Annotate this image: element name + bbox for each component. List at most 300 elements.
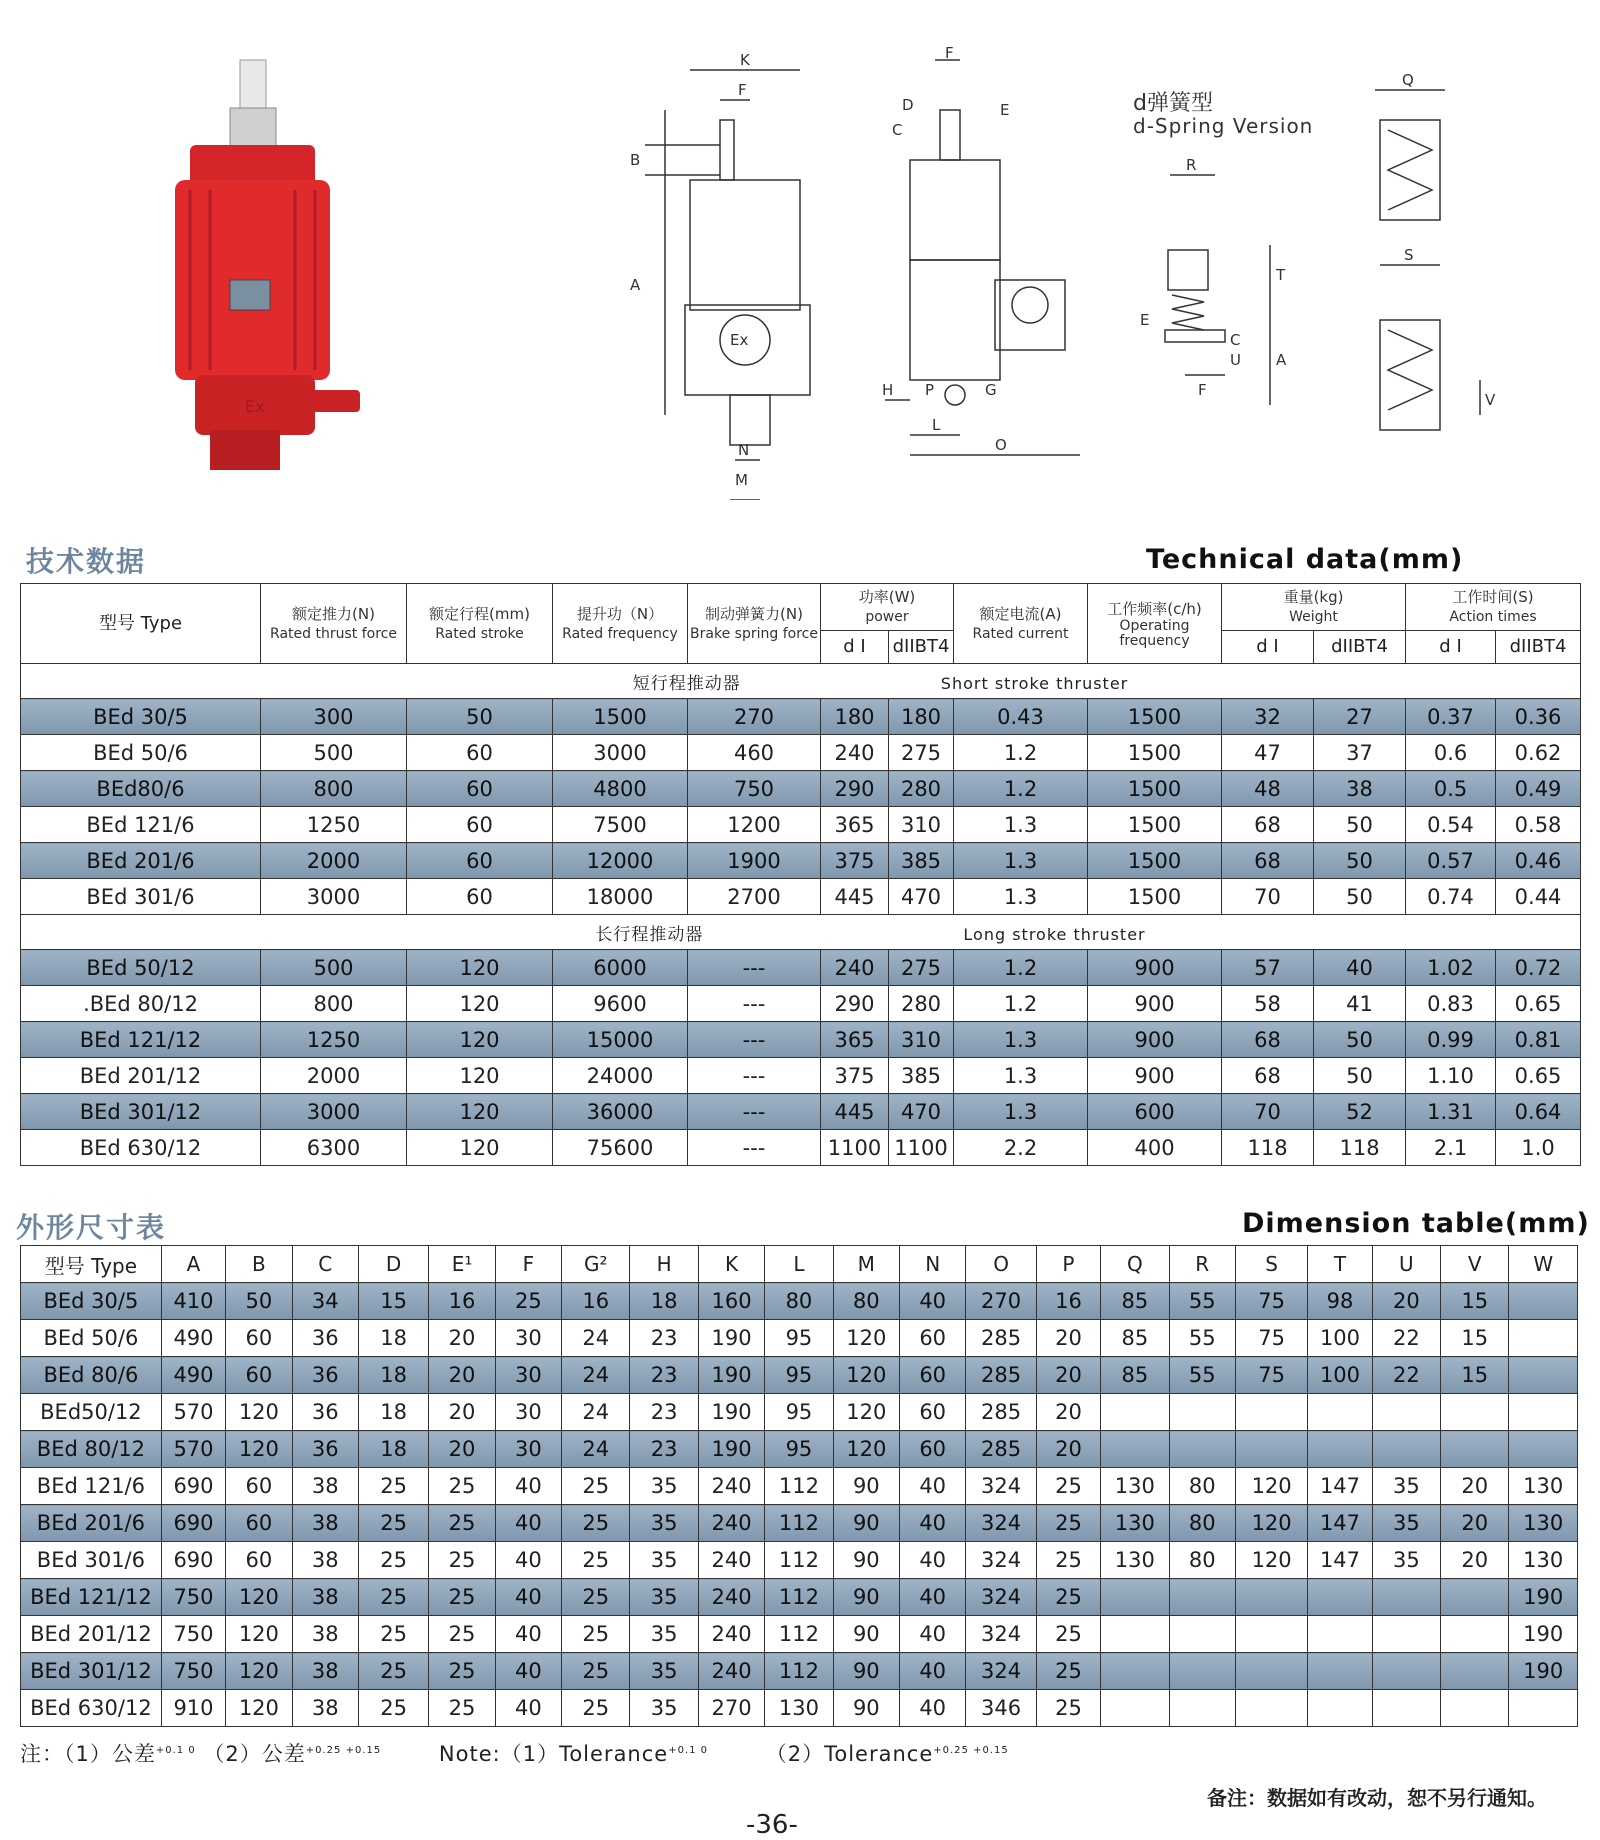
value-cell: 0.44: [1496, 879, 1581, 915]
value-cell: 18: [630, 1283, 698, 1320]
value-cell: 1.2: [954, 950, 1088, 986]
value-cell: [1509, 1394, 1578, 1431]
value-cell: 0.43: [954, 699, 1088, 735]
value-cell: 40: [900, 1283, 966, 1320]
svg-text:Ex: Ex: [730, 331, 749, 349]
value-cell: [1308, 1431, 1372, 1468]
product-illustrations: [0, 0, 1600, 520]
value-cell: 120: [407, 1022, 553, 1058]
note-cn2: （2）公差: [203, 1742, 306, 1766]
value-cell: 9600: [553, 986, 688, 1022]
dim-row: [21, 1320, 1578, 1357]
svg-text:V: V: [1485, 391, 1496, 409]
col-thrust: 额定推力(N) Rated thrust force: [261, 584, 407, 664]
value-cell: 35: [630, 1579, 698, 1616]
value-cell: 20: [1441, 1468, 1509, 1505]
svg-text:A: A: [630, 276, 641, 294]
note-en-tol2: +0.25 +0.15: [933, 1745, 1009, 1756]
col-power: 功率(W) power: [821, 584, 954, 631]
value-cell: [1235, 1653, 1307, 1690]
value-cell: 324: [966, 1468, 1036, 1505]
value-cell: 24: [562, 1394, 630, 1431]
value-cell: 500: [261, 950, 407, 986]
value-cell: [1169, 1690, 1235, 1727]
value-cell: 25: [1036, 1579, 1100, 1616]
value-cell: 90: [833, 1579, 899, 1616]
col-type: 型号 Type: [21, 584, 261, 664]
value-cell: 25: [495, 1283, 561, 1320]
value-cell: 18: [358, 1357, 428, 1394]
note-en2: （2）Tolerance: [765, 1742, 934, 1766]
value-cell: 40: [900, 1690, 966, 1727]
value-cell: 25: [358, 1616, 428, 1653]
model-cell: .BEd 80/12: [21, 986, 261, 1022]
value-cell: 20: [429, 1320, 495, 1357]
value-cell: 324: [966, 1653, 1036, 1690]
thruster-photo: [40, 40, 490, 490]
value-cell: 58: [1222, 986, 1314, 1022]
value-cell: [1441, 1616, 1509, 1653]
value-cell: 570: [161, 1394, 225, 1431]
value-cell: [1308, 1579, 1372, 1616]
value-cell: 36: [292, 1357, 358, 1394]
dim-col-20: V: [1441, 1246, 1509, 1283]
value-cell: 285: [966, 1357, 1036, 1394]
value-cell: 60: [226, 1505, 292, 1542]
value-cell: [1169, 1616, 1235, 1653]
value-cell: 38: [292, 1690, 358, 1727]
value-cell: [1235, 1690, 1307, 1727]
value-cell: 112: [765, 1505, 833, 1542]
dim-row: [21, 1357, 1578, 1394]
model-cell: BEd 201/6: [21, 843, 261, 879]
svg-text:E: E: [1000, 101, 1010, 119]
value-cell: 15: [358, 1283, 428, 1320]
dim-col-11: M: [833, 1246, 899, 1283]
value-cell: 18: [358, 1431, 428, 1468]
value-cell: 80: [1169, 1542, 1235, 1579]
model-cell: BEd 201/12: [21, 1058, 261, 1094]
svg-text:C: C: [892, 121, 903, 139]
value-cell: 1900: [688, 843, 821, 879]
dim-row: [21, 1431, 1578, 1468]
value-cell: 25: [1036, 1505, 1100, 1542]
value-cell: 900: [1088, 986, 1222, 1022]
tech-row: [21, 1094, 1581, 1130]
dim-row: [21, 1616, 1578, 1653]
value-cell: 60: [407, 879, 553, 915]
dim-col-15: Q: [1101, 1246, 1169, 1283]
value-cell: 15: [1441, 1283, 1509, 1320]
model-cell: BEd 30/5: [21, 699, 261, 735]
value-cell: 24: [562, 1357, 630, 1394]
value-cell: 0.65: [1496, 986, 1581, 1022]
value-cell: 365: [821, 807, 889, 843]
value-cell: 112: [765, 1542, 833, 1579]
value-cell: 120: [833, 1320, 899, 1357]
value-cell: 490: [161, 1320, 225, 1357]
value-cell: 23: [630, 1357, 698, 1394]
value-cell: [1308, 1394, 1372, 1431]
value-cell: 25: [429, 1542, 495, 1579]
value-cell: [1372, 1394, 1440, 1431]
value-cell: [1509, 1320, 1578, 1357]
value-cell: 112: [765, 1653, 833, 1690]
value-cell: 35: [1372, 1468, 1440, 1505]
value-cell: 40: [900, 1579, 966, 1616]
value-cell: 57: [1222, 950, 1314, 986]
value-cell: 1.31: [1406, 1094, 1496, 1130]
value-cell: 190: [1509, 1616, 1578, 1653]
value-cell: 50: [1314, 1022, 1406, 1058]
value-cell: 75: [1235, 1357, 1307, 1394]
value-cell: 20: [1036, 1431, 1100, 1468]
value-cell: [1441, 1394, 1509, 1431]
value-cell: 147: [1308, 1468, 1372, 1505]
value-cell: 30: [495, 1431, 561, 1468]
page-number: -36-: [746, 1810, 798, 1840]
value-cell: 20: [1441, 1505, 1509, 1542]
value-cell: 120: [1235, 1468, 1307, 1505]
svg-text:E: E: [1140, 311, 1150, 329]
value-cell: 750: [161, 1579, 225, 1616]
value-cell: 60: [900, 1431, 966, 1468]
col-frequency: 工作频率(c/h) Operating frequency: [1088, 584, 1222, 664]
svg-text:P: P: [925, 381, 935, 399]
value-cell: 25: [358, 1690, 428, 1727]
value-cell: 50: [226, 1283, 292, 1320]
tech-row: [21, 1058, 1581, 1094]
value-cell: 36: [292, 1431, 358, 1468]
value-cell: 40: [495, 1690, 561, 1727]
value-cell: 24000: [553, 1058, 688, 1094]
svg-text:D: D: [902, 96, 914, 114]
value-cell: 240: [821, 735, 889, 771]
group-short-en: Short stroke thruster: [940, 673, 1129, 693]
value-cell: 24: [562, 1431, 630, 1468]
svg-text:T: T: [1276, 266, 1286, 284]
value-cell: 38: [1314, 771, 1406, 807]
dim-row: [21, 1690, 1578, 1727]
value-cell: 1500: [1088, 879, 1222, 915]
value-cell: 375: [821, 843, 889, 879]
dim-col-3: C: [292, 1246, 358, 1283]
value-cell: 1500: [1088, 699, 1222, 735]
value-cell: 40: [495, 1653, 561, 1690]
value-cell: 1500: [1088, 843, 1222, 879]
value-cell: 38: [292, 1468, 358, 1505]
value-cell: 490: [161, 1357, 225, 1394]
value-cell: 3000: [261, 879, 407, 915]
value-cell: 7500: [553, 807, 688, 843]
value-cell: [1509, 1283, 1578, 1320]
value-cell: 6300: [261, 1130, 407, 1166]
value-cell: 1.3: [954, 1058, 1088, 1094]
svg-text:F: F: [738, 81, 747, 99]
tech-row: [21, 699, 1581, 735]
model-cell: BEd 121/6: [21, 807, 261, 843]
value-cell: [1101, 1394, 1169, 1431]
value-cell: 36000: [553, 1094, 688, 1130]
col-action-time: 工作时间(S) Action times: [1406, 584, 1581, 631]
value-cell: 25: [562, 1690, 630, 1727]
value-cell: 16: [562, 1283, 630, 1320]
value-cell: 95: [765, 1357, 833, 1394]
value-cell: 50: [1314, 1058, 1406, 1094]
value-cell: 275: [889, 950, 954, 986]
value-cell: 35: [630, 1542, 698, 1579]
value-cell: 68: [1222, 1022, 1314, 1058]
model-cell: BEd 630/12: [21, 1130, 261, 1166]
model-cell: BEd 50/6: [21, 735, 261, 771]
dim-col-13: O: [966, 1246, 1036, 1283]
value-cell: 15: [1441, 1320, 1509, 1357]
value-cell: 285: [966, 1431, 1036, 1468]
value-cell: 16: [429, 1283, 495, 1320]
svg-text:R: R: [1186, 156, 1197, 174]
value-cell: 1500: [1088, 771, 1222, 807]
value-cell: 120: [1235, 1505, 1307, 1542]
note-en-tol1: +0.1 0: [668, 1745, 709, 1756]
value-cell: [1235, 1431, 1307, 1468]
value-cell: 324: [966, 1616, 1036, 1653]
value-cell: 90: [833, 1542, 899, 1579]
value-cell: 38: [292, 1653, 358, 1690]
value-cell: 40: [495, 1468, 561, 1505]
svg-text:G: G: [985, 381, 997, 399]
dim-row: [21, 1542, 1578, 1579]
value-cell: 36: [292, 1320, 358, 1357]
value-cell: 118: [1222, 1130, 1314, 1166]
value-cell: [1169, 1653, 1235, 1690]
value-cell: 60: [900, 1357, 966, 1394]
value-cell: 1.3: [954, 879, 1088, 915]
value-cell: 120: [833, 1431, 899, 1468]
value-cell: 15000: [553, 1022, 688, 1058]
model-cell: BEd 301/6: [21, 879, 261, 915]
value-cell: 130: [1101, 1542, 1169, 1579]
value-cell: 120: [407, 950, 553, 986]
value-cell: 2700: [688, 879, 821, 915]
value-cell: 60: [407, 735, 553, 771]
drawing-label-k: K: [740, 51, 750, 69]
dimension-drawing-front-side: [610, 40, 1130, 500]
remark: 备注：数据如有改动，恕不另行通知。: [1207, 1786, 1547, 1810]
value-cell: 25: [562, 1505, 630, 1542]
value-cell: [1101, 1690, 1169, 1727]
value-cell: 25: [1036, 1468, 1100, 1505]
value-cell: 410: [161, 1283, 225, 1320]
value-cell: [1441, 1690, 1509, 1727]
value-cell: 20: [1036, 1320, 1100, 1357]
value-cell: 445: [821, 1094, 889, 1130]
value-cell: 2000: [261, 1058, 407, 1094]
value-cell: 800: [261, 771, 407, 807]
model-cell: BEd 50/12: [21, 950, 261, 986]
value-cell: 1100: [821, 1130, 889, 1166]
model-cell: BEd 121/6: [21, 1468, 162, 1505]
model-cell: BEd 50/6: [21, 1320, 162, 1357]
value-cell: 100: [1308, 1320, 1372, 1357]
value-cell: [1308, 1616, 1372, 1653]
group-long-stroke: [21, 915, 1581, 950]
value-cell: 32: [1222, 699, 1314, 735]
value-cell: 240: [698, 1653, 764, 1690]
value-cell: 500: [261, 735, 407, 771]
model-cell: BEd 80/12: [21, 1431, 162, 1468]
dim-heading-en: Dimension table(mm): [1242, 1208, 1590, 1239]
svg-text:N: N: [738, 441, 750, 459]
value-cell: 900: [1088, 1022, 1222, 1058]
col-weight: 重量(kg) Weight: [1222, 584, 1406, 631]
value-cell: 300: [261, 699, 407, 735]
value-cell: 18: [358, 1320, 428, 1357]
value-cell: 120: [226, 1653, 292, 1690]
value-cell: 690: [161, 1468, 225, 1505]
value-cell: 25: [1036, 1690, 1100, 1727]
value-cell: 690: [161, 1505, 225, 1542]
value-cell: 25: [562, 1616, 630, 1653]
value-cell: 25: [429, 1468, 495, 1505]
value-cell: 95: [765, 1431, 833, 1468]
value-cell: 35: [630, 1468, 698, 1505]
value-cell: 0.58: [1496, 807, 1581, 843]
value-cell: 60: [407, 771, 553, 807]
value-cell: 75: [1235, 1283, 1307, 1320]
value-cell: 750: [161, 1653, 225, 1690]
value-cell: 800: [261, 986, 407, 1022]
value-cell: 0.72: [1496, 950, 1581, 986]
group-short-stroke: [21, 664, 1581, 699]
value-cell: 15: [1441, 1357, 1509, 1394]
value-cell: 70: [1222, 879, 1314, 915]
value-cell: 95: [765, 1320, 833, 1357]
model-cell: BEd50/12: [21, 1394, 162, 1431]
value-cell: 60: [900, 1320, 966, 1357]
value-cell: 52: [1314, 1094, 1406, 1130]
value-cell: 80: [1169, 1468, 1235, 1505]
value-cell: 75: [1235, 1320, 1307, 1357]
value-cell: 25: [1036, 1653, 1100, 1690]
value-cell: 1.02: [1406, 950, 1496, 986]
value-cell: [1101, 1653, 1169, 1690]
value-cell: 23: [630, 1320, 698, 1357]
value-cell: 48: [1222, 771, 1314, 807]
value-cell: 68: [1222, 1058, 1314, 1094]
value-cell: 1.3: [954, 807, 1088, 843]
value-cell: 190: [1509, 1653, 1578, 1690]
col-brake: 制动弹簧力(N) Brake spring force: [688, 584, 821, 664]
value-cell: 95: [765, 1394, 833, 1431]
value-cell: 36: [292, 1394, 358, 1431]
value-cell: 190: [698, 1320, 764, 1357]
value-cell: 40: [900, 1505, 966, 1542]
value-cell: 1500: [553, 699, 688, 735]
value-cell: 324: [966, 1542, 1036, 1579]
value-cell: 280: [889, 771, 954, 807]
value-cell: 0.49: [1496, 771, 1581, 807]
value-cell: 240: [698, 1505, 764, 1542]
dim-row: [21, 1468, 1578, 1505]
dim-row: [21, 1505, 1578, 1542]
svg-text:B: B: [630, 151, 641, 169]
value-cell: 60: [226, 1357, 292, 1394]
value-cell: 98: [1308, 1283, 1372, 1320]
value-cell: 310: [889, 1022, 954, 1058]
col-lift: 提升功（N） Rated frequency: [553, 584, 688, 664]
value-cell: 130: [1509, 1542, 1578, 1579]
value-cell: 112: [765, 1579, 833, 1616]
value-cell: 50: [1314, 879, 1406, 915]
value-cell: 70: [1222, 1094, 1314, 1130]
svg-text:S: S: [1404, 246, 1414, 264]
value-cell: 35: [630, 1616, 698, 1653]
value-cell: 25: [358, 1505, 428, 1542]
value-cell: 0.64: [1496, 1094, 1581, 1130]
value-cell: 470: [889, 879, 954, 915]
value-cell: 25: [562, 1468, 630, 1505]
value-cell: 280: [889, 986, 954, 1022]
value-cell: 120: [407, 986, 553, 1022]
value-cell: 130: [765, 1690, 833, 1727]
value-cell: 324: [966, 1579, 1036, 1616]
model-cell: BEd 121/12: [21, 1579, 162, 1616]
value-cell: 910: [161, 1690, 225, 1727]
value-cell: 0.57: [1406, 843, 1496, 879]
value-cell: 2000: [261, 843, 407, 879]
value-cell: 25: [1036, 1616, 1100, 1653]
value-cell: 285: [966, 1394, 1036, 1431]
value-cell: 35: [630, 1505, 698, 1542]
value-cell: 25: [358, 1542, 428, 1579]
value-cell: 35: [630, 1690, 698, 1727]
value-cell: [1372, 1431, 1440, 1468]
time-dIIBT4: dIIBT4: [1496, 631, 1581, 664]
value-cell: 1.2: [954, 771, 1088, 807]
value-cell: 38: [292, 1505, 358, 1542]
value-cell: 68: [1222, 807, 1314, 843]
value-cell: 60: [226, 1320, 292, 1357]
value-cell: 240: [698, 1616, 764, 1653]
value-cell: [1169, 1579, 1235, 1616]
value-cell: 3000: [261, 1094, 407, 1130]
dim-col-9: K: [698, 1246, 764, 1283]
value-cell: 30: [495, 1357, 561, 1394]
power-dIIBT4: dIIBT4: [889, 631, 954, 664]
tech-row: [21, 735, 1581, 771]
value-cell: 120: [407, 1130, 553, 1166]
value-cell: 60: [407, 843, 553, 879]
value-cell: 1500: [1088, 807, 1222, 843]
value-cell: 40: [495, 1616, 561, 1653]
value-cell: [1509, 1431, 1578, 1468]
dim-heading-cn: 外形尺寸表: [16, 1211, 167, 1244]
value-cell: 80: [1169, 1505, 1235, 1542]
value-cell: 90: [833, 1616, 899, 1653]
value-cell: ---: [688, 1094, 821, 1130]
value-cell: 16: [1036, 1283, 1100, 1320]
value-cell: 1500: [1088, 735, 1222, 771]
value-cell: [1441, 1653, 1509, 1690]
group-long-cn: 长行程推动器: [595, 924, 704, 945]
value-cell: 112: [765, 1616, 833, 1653]
dim-col-14: P: [1036, 1246, 1100, 1283]
value-cell: 445: [821, 879, 889, 915]
model-cell: BEd 80/6: [21, 1357, 162, 1394]
spring-version-title-cn: d弹簧型: [1133, 91, 1213, 116]
dim-col-12: N: [900, 1246, 966, 1283]
model-cell: BEd 201/6: [21, 1505, 162, 1542]
